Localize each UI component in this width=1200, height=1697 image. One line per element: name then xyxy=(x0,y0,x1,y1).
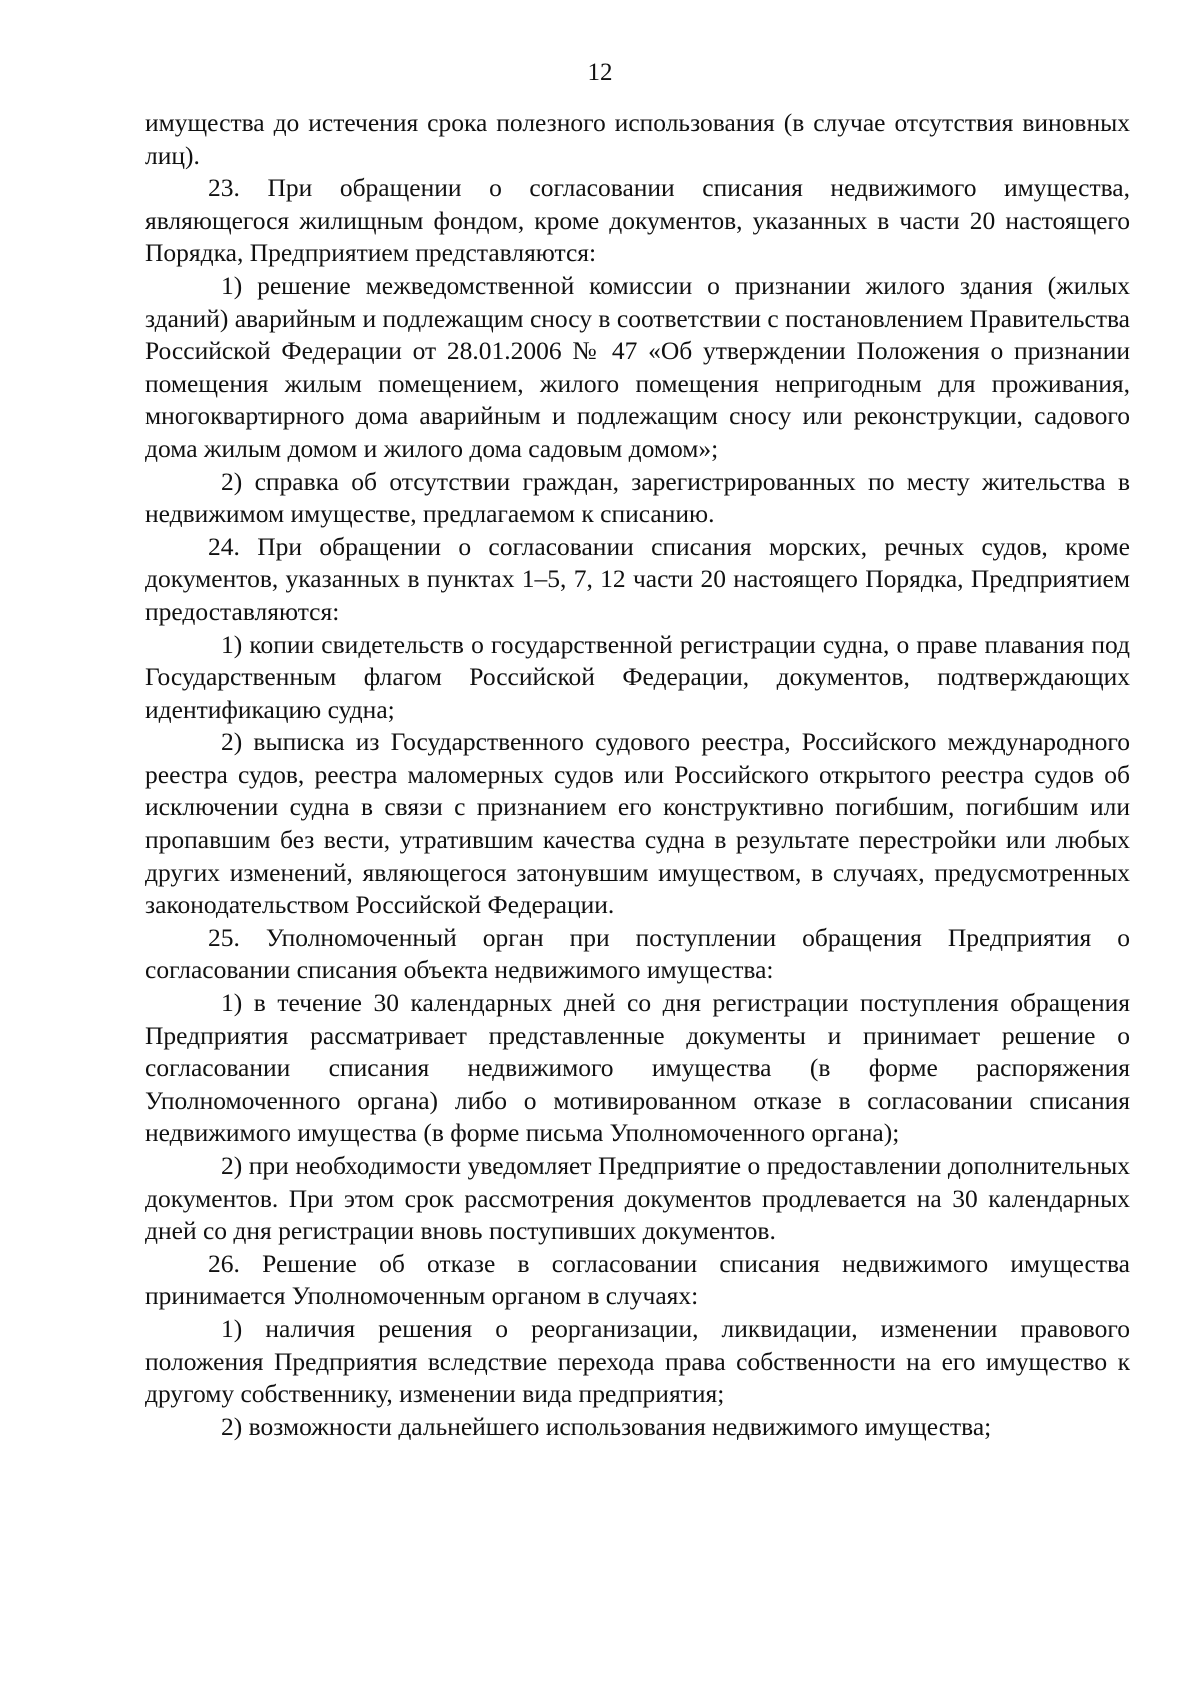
page-number: 12 xyxy=(587,59,613,86)
paragraph-clause-23: 23. При обращении о согласовании списания недвижимого имущества, являющегося жилищным фондом, кроме документов, указанных в части 20 настоящего Порядка, Предприятием представляются: xyxy=(145,173,1130,268)
paragraph-continuation: имущества до истечения срока полезного использования (в случае отсутствия виновных лиц). xyxy=(145,108,1130,170)
paragraph-clause-23-item-2: 2) справка об отсутствии граждан, зарегистрированных по месту жительства в недвижимом имуществе, предлагаемом к списанию. xyxy=(145,466,1130,529)
paragraph-clause-26-item-2: 2) возможности дальнейшего использования недвижимого имущества; xyxy=(221,1411,992,1441)
paragraph-clause-25-item-1: 1) в течение 30 календарных дней со дня регистрации поступления обращения Предприятия рассматривает представленные документы и принимает решение о согласовании списания недвижимого имущества (в форме распоряжения Уполномоченного органа) либо о мотивированном отказе в согласовании списания недвижимого имущества (в форме письма Уполномоченного органа); xyxy=(145,988,1130,1148)
paragraph-clause-26-item-1: 1) наличия решения о реорганизации, ликвидации, изменении правового положения Предприятия вследствие перехода права собственности на его имущество к другому собственнику, изменении вида предприятия; xyxy=(145,1313,1130,1409)
paragraph-clause-23-item-1: 1) решение межведомственной комиссии о признании жилого здания (жилых зданий) аварийным и подлежащим сносу в соответствии с постановлением Правительства Российской Федерации от 28.01.2006 № 47 «Об утверждении Положения о признании помещения жилым помещением, жилого помещения непригодным для проживания, многоквартирного дома аварийным и подлежащим сносу или реконструкции, садового дома жилым домом и жилого дома садовым домом»; xyxy=(145,270,1130,463)
paragraph-clause-24-item-1: 1) копии свидетельств о государственной регистрации судна, о праве плавания под Государственным флагом Российской Федерации, документов, подтверждающих идентификацию судна; xyxy=(145,629,1130,724)
paragraph-clause-25: 25. Уполномоченный орган при поступлении обращения Предприятия о согласовании списания объекта недвижимого имущества: xyxy=(145,922,1130,985)
paragraph-clause-25-item-2: 2) при необходимости уведомляет Предприятие о предоставлении дополнительных документов. При этом срок рассмотрения документов продлевается на 30 календарных дней со дня регистрации вновь поступивших документов. xyxy=(145,1151,1130,1246)
paragraph-clause-24-item-2: 2) выписка из Государственного судового реестра, Российского международного реестра судов, реестра маломерных судов или Российского открытого реестра судов об исключении судна в связи с признанием его конструктивно погибшим, погибшим или пропавшим без вести, утратившим качества судна в результате перестройки или любых других изменений, являющегося затонувшим имуществом, в случаях, предусмотренных законодательством Российской Федерации. xyxy=(145,727,1130,920)
paragraph-clause-24: 24. При обращении о согласовании списания морских, речных судов, кроме документов, указанных в пунктах 1–5, 7, 12 части 20 настоящего Порядка, Предприятием предоставляются: xyxy=(145,531,1130,626)
document-body xyxy=(145,107,1130,1443)
paragraph-clause-26: 26. Решение об отказе в согласовании списания недвижимого имущества принимается Уполномоченным органом в случаях: xyxy=(145,1248,1130,1311)
